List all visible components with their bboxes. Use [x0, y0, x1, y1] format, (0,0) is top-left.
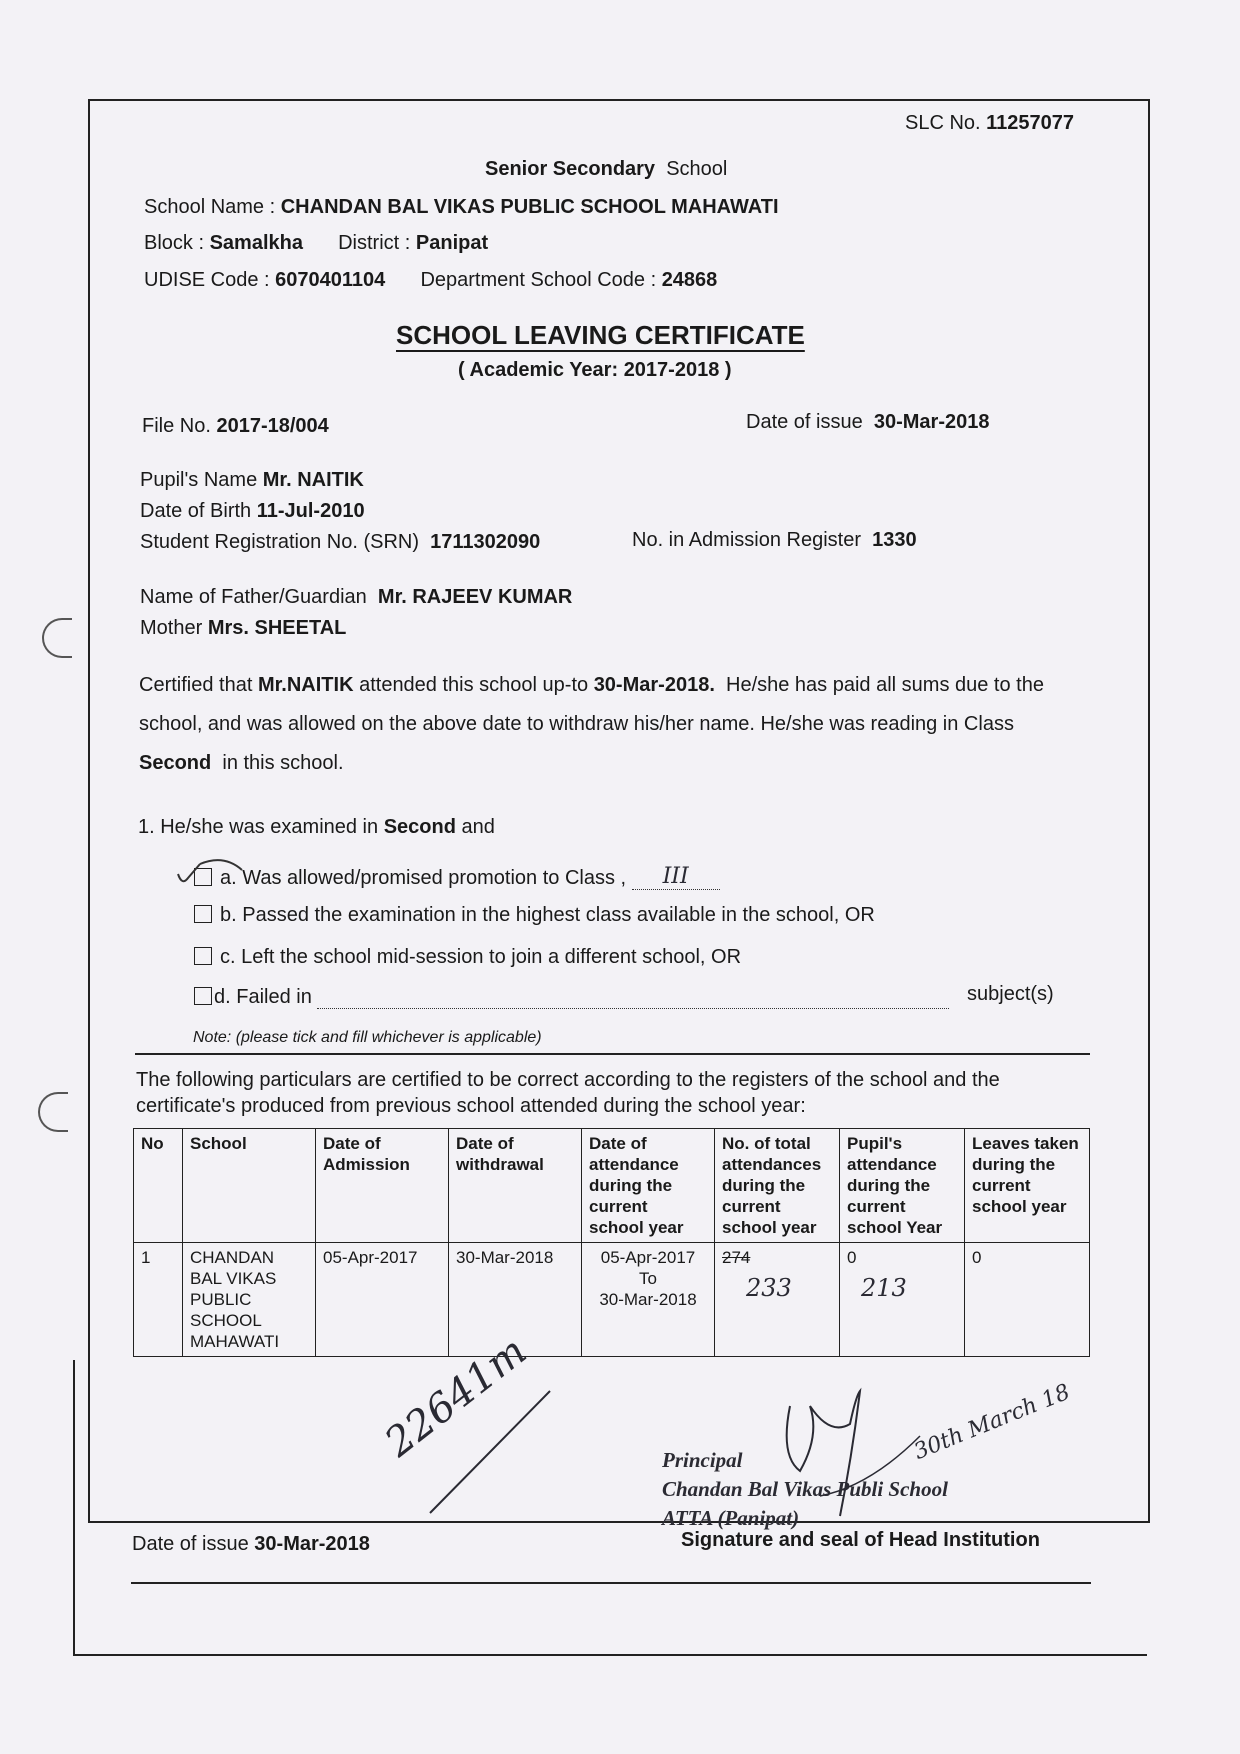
father-line — [140, 586, 572, 609]
col-school: School — [183, 1129, 316, 1243]
principal-signature — [760, 1376, 940, 1526]
col-withdrawal: Date of withdrawal — [449, 1129, 582, 1243]
certified-name: Mr.NAITIK — [257, 674, 354, 696]
certified-paragraph — [139, 666, 1089, 783]
block-district-line — [144, 232, 488, 255]
bottom-issue-value: 30-Mar-2018 — [254, 1533, 370, 1555]
dept-code-label: Department School Code : — [420, 269, 657, 291]
slc-number — [905, 112, 1074, 135]
certified-text-1: Certified that — [139, 674, 253, 696]
outer-border-bottom — [73, 1654, 1147, 1656]
table-row — [134, 1243, 1090, 1357]
academic-year — [458, 359, 732, 382]
father-value: Mr. RAJEEV KUMAR — [377, 586, 573, 608]
pupil-label: Pupil's Name — [140, 469, 258, 491]
cell-school: CHANDAN BAL VIKAS PUBLIC SCHOOL MAHAWATI — [183, 1243, 316, 1357]
stamp-line-3: ATTA (Panipat) — [662, 1506, 800, 1530]
bottom-issue-label: Date of issue — [132, 1533, 249, 1555]
certificate-title: SCHOOL LEAVING CERTIFICATE — [396, 320, 805, 350]
pupil-name — [140, 469, 364, 492]
cell-admission: 05-Apr-2017 — [316, 1243, 449, 1357]
initials-stroke — [420, 1385, 560, 1525]
attendance-from: 05-Apr-2017 — [600, 1248, 696, 1267]
block-label: Block : — [144, 232, 205, 254]
col-attendance-dates: Date of attendance during the current school year — [582, 1129, 715, 1243]
failed-subjects-blank — [317, 988, 949, 1009]
paren-open: ( — [458, 359, 465, 381]
file-no-value: 2017-18/004 — [216, 415, 329, 437]
certified-class: Second — [139, 752, 212, 774]
col-leaves: Leaves taken during the current school year — [965, 1129, 1090, 1243]
punch-hole-bottom — [38, 1092, 68, 1132]
school-type — [485, 158, 727, 181]
examined-line — [138, 816, 495, 839]
tick-mark-icon — [174, 856, 246, 890]
udise-label: UDISE Code : — [144, 269, 270, 291]
option-b-checkbox[interactable] — [194, 905, 212, 923]
academic-year-label: Academic Year: — [469, 359, 619, 381]
examined-text-2: and — [461, 816, 495, 838]
father-label: Name of Father/Guardian — [140, 586, 367, 608]
cell-attendance-dates — [582, 1243, 715, 1357]
total-handwritten: 233 — [746, 1274, 792, 1302]
school-name-value: CHANDAN BAL VIKAS PUBLIC SCHOOL MAHAWATI — [280, 196, 779, 218]
mother-line — [140, 617, 346, 640]
block-value: Samalkha — [209, 232, 303, 254]
col-no: No — [134, 1129, 183, 1243]
handwritten-initials: 22641m — [376, 1328, 536, 1466]
pupil-handwritten: 213 — [861, 1274, 907, 1302]
certified-date: 30-Mar-2018. — [593, 674, 715, 696]
cell-no: 1 — [134, 1243, 183, 1357]
srn-value: 1711302090 — [430, 531, 541, 553]
note: Note: (please tick and fill whichever is applicable) — [193, 1029, 542, 1046]
bottom-rule — [131, 1582, 1091, 1584]
certified-text-4: in this school. — [222, 752, 344, 774]
certified-text-3: He/she has paid all sums due to the school, and was allowed on the above date to withdraw his/her name. He/she was reading in Class — [139, 674, 1044, 735]
school-word: School — [666, 158, 728, 180]
slc-value: 11257077 — [986, 112, 1075, 134]
option-a-text: a. Was allowed/promised promotion to Class , — [220, 867, 627, 889]
option-b — [194, 904, 875, 927]
stamp-line-2: Chandan Bal Vikas Publi School — [662, 1477, 948, 1501]
attendance-to: 30-Mar-2018 — [599, 1290, 697, 1309]
cell-leaves: 0 — [965, 1243, 1090, 1357]
total-struck: 274 — [722, 1248, 751, 1267]
srn-line — [140, 531, 540, 554]
issue-value: 30-Mar-2018 — [873, 411, 990, 433]
option-c — [194, 946, 741, 969]
academic-year-value: 2017-2018 — [623, 359, 720, 381]
handwritten-date: 30th March 18 — [910, 1379, 1074, 1465]
admission-value: 1330 — [872, 529, 917, 551]
cell-total-attendance — [715, 1243, 840, 1357]
option-d-text: d. Failed in — [214, 986, 312, 1008]
table-header-row — [134, 1129, 1090, 1243]
signature-label: Signature and seal of Head Institution — [681, 1529, 1040, 1551]
paren-close: ) — [724, 359, 732, 381]
school-name-line — [144, 196, 779, 219]
district-value: Panipat — [415, 232, 489, 254]
admission-register — [632, 529, 917, 552]
dept-code-value: 24868 — [661, 269, 718, 291]
pupil-value: Mr. NAITIK — [262, 469, 364, 491]
mother-value: Mrs. SHEETAL — [207, 617, 347, 639]
date-of-issue-bottom — [132, 1533, 370, 1556]
srn-label: Student Registration No. (SRN) — [140, 531, 420, 553]
school-level: Senior Secondary — [485, 158, 656, 180]
option-a-filled-class: III — [632, 864, 720, 890]
file-no-label: File No. — [142, 415, 211, 437]
dob-label: Date of Birth — [140, 500, 252, 522]
option-a — [194, 864, 720, 890]
district-label: District : — [338, 232, 411, 254]
slc-label: SLC No. — [905, 112, 981, 134]
option-c-checkbox[interactable] — [194, 947, 212, 965]
col-admission: Date of Admission — [316, 1129, 449, 1243]
punch-hole-top — [42, 618, 72, 658]
attendance-to-word: To — [639, 1269, 657, 1288]
date-of-birth — [140, 500, 365, 523]
certified-text-2: attended this school up-to — [359, 674, 589, 696]
particulars-text: The following particulars are certified to be correct according to the registers of the school and the certificate's produced from previous school attended during the school year: — [136, 1069, 1000, 1117]
school-name-label: School Name : — [144, 196, 276, 218]
mother-label: Mother — [140, 617, 203, 639]
attendance-table — [133, 1128, 1090, 1357]
admission-label: No. in Admission Register — [632, 529, 861, 551]
col-pupil-attendance: Pupil's attendance during the current school Year — [840, 1129, 965, 1243]
udise-value: 6070401104 — [275, 269, 386, 291]
cell-pupil-attendance — [840, 1243, 965, 1357]
option-c-text: c. Left the school mid-session to join a different school, OR — [220, 946, 742, 968]
stamp-line-1: Principal — [662, 1448, 743, 1472]
file-no — [142, 415, 329, 438]
section-divider — [135, 1053, 1090, 1055]
codes-line — [144, 269, 717, 292]
option-d-suffix: subject(s) — [967, 983, 1054, 1005]
option-d — [194, 986, 949, 1009]
option-d-checkbox[interactable] — [194, 987, 212, 1005]
dob-value: 11-Jul-2010 — [256, 500, 365, 522]
cell-withdrawal: 30-Mar-2018 — [449, 1243, 582, 1357]
date-of-issue-top — [746, 411, 989, 434]
pupil-printed: 0 — [847, 1248, 857, 1267]
col-total-attendance: No. of total attendances during the current school year — [715, 1129, 840, 1243]
issue-label: Date of issue — [746, 411, 863, 433]
examined-class: Second — [383, 816, 456, 838]
examined-text-1: 1. He/she was examined in — [138, 816, 379, 838]
outer-border-left — [73, 1360, 75, 1656]
option-b-text: b. Passed the examination in the highest class available in the school, OR — [220, 904, 875, 926]
